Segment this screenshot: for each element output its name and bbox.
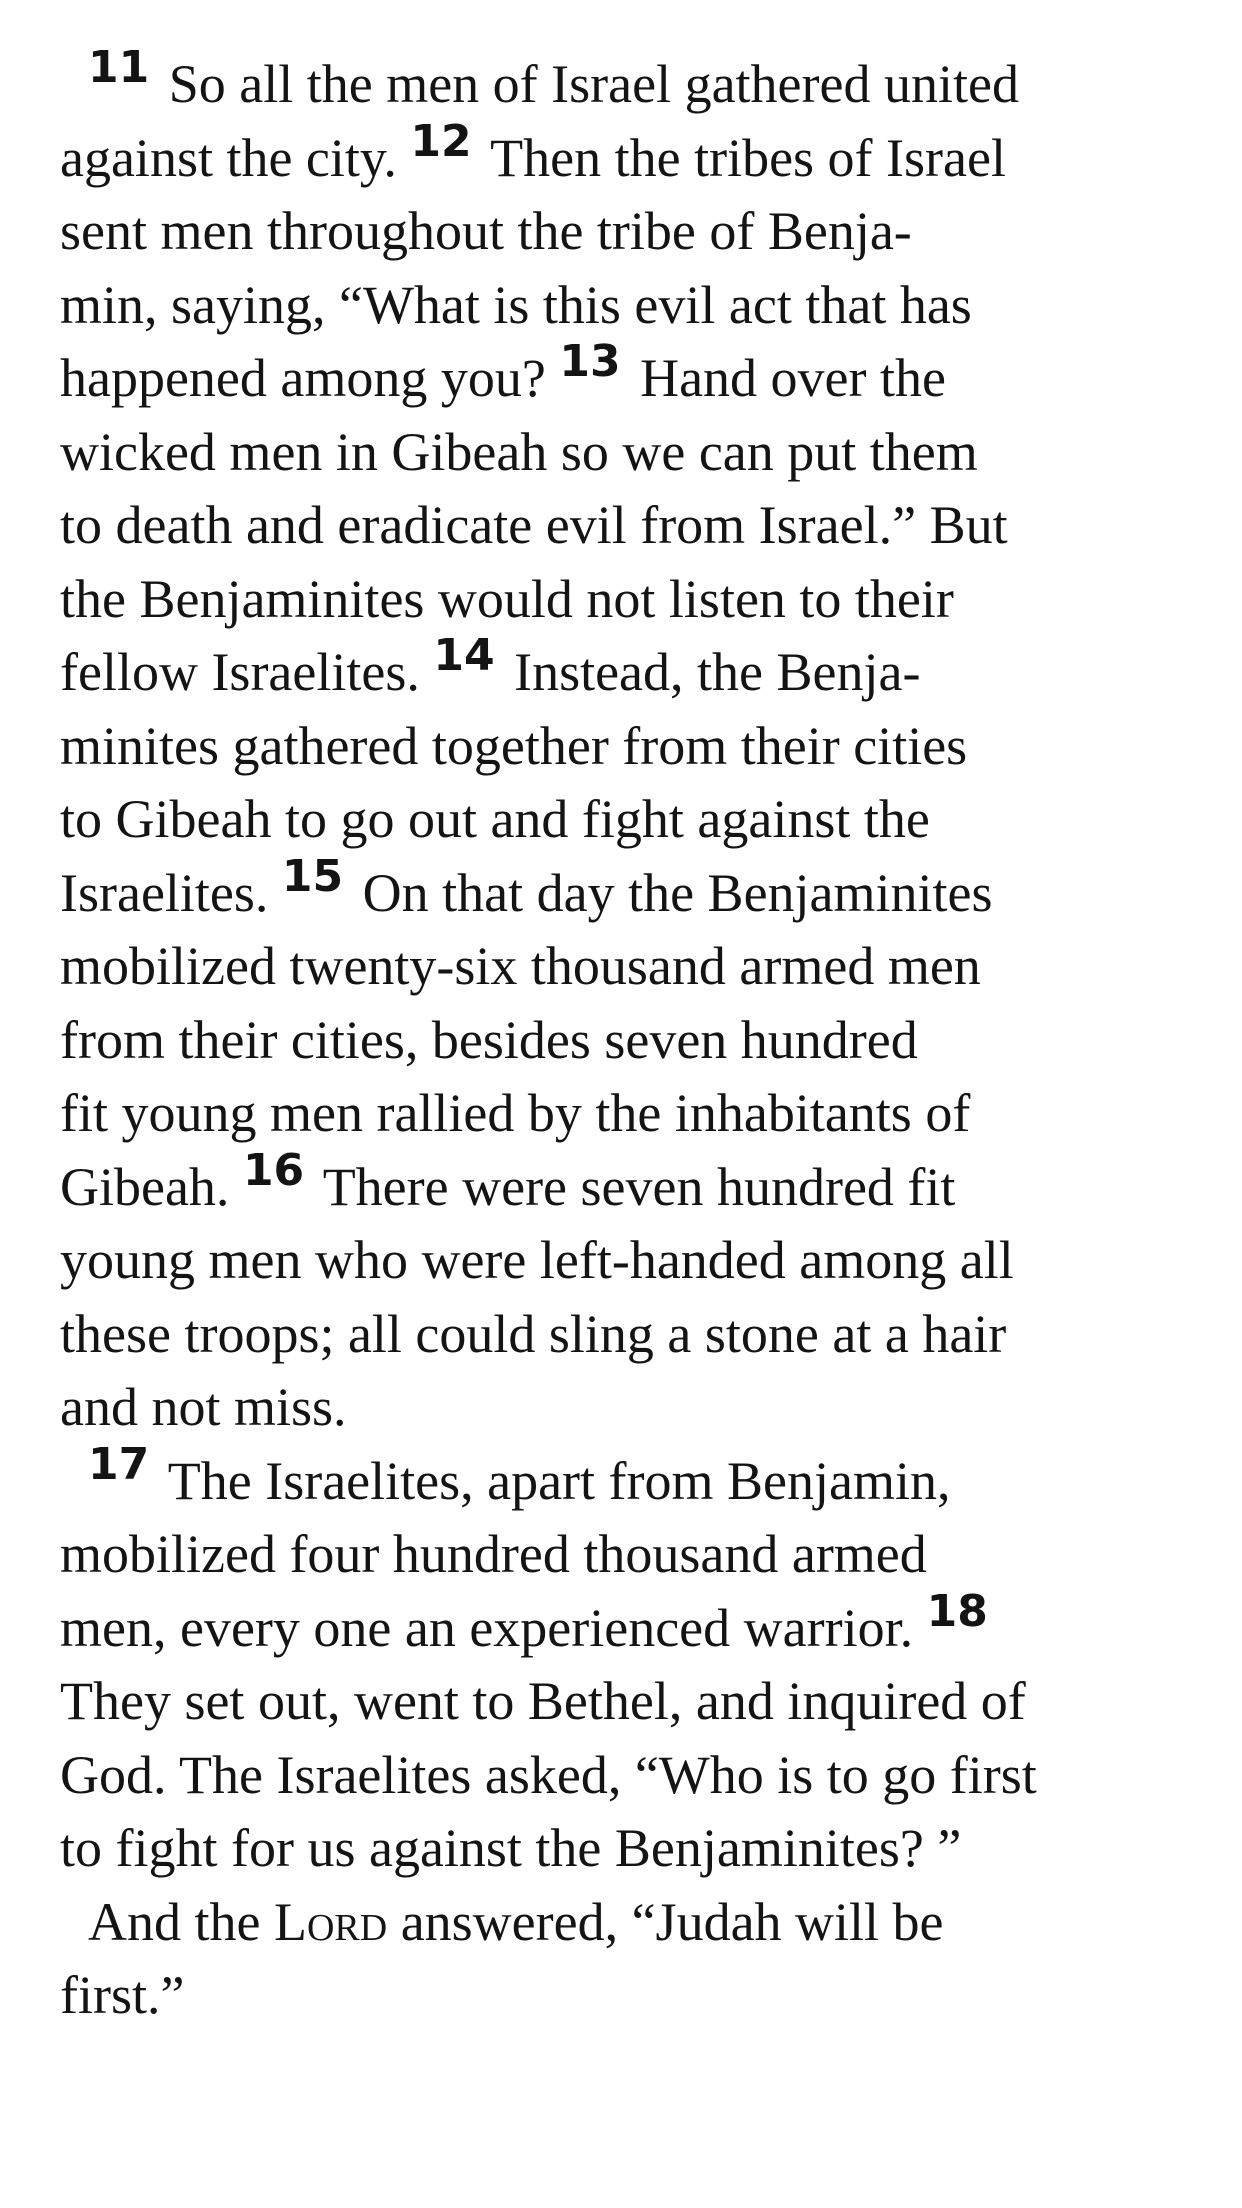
verse-text: these troops; all could sling a stone at a hair <box>60 1303 1007 1364</box>
verse-text: sent men throughout the tribe of Benja- <box>60 201 912 261</box>
verse-text: Then the tribes of Israel <box>477 127 1006 188</box>
verse-text: the Benjaminites would not listen to their <box>60 568 954 629</box>
text-line <box>60 710 1190 784</box>
text-line <box>60 850 1190 931</box>
verse-number: 18 <box>926 1585 988 1637</box>
verse-number: 17 <box>88 1438 150 1490</box>
verse-number: 15 <box>281 850 344 902</box>
text-line <box>60 336 1190 416</box>
text-line <box>60 1144 1190 1225</box>
verse-text: And the <box>88 1891 274 1952</box>
verse-text: men, every one an experienced warrior. <box>60 1597 927 1658</box>
verse-text: They set out, went to Bethel, and inquired of <box>60 1671 1026 1731</box>
text-line <box>60 416 1190 490</box>
verse-text: Hand over the <box>626 348 946 408</box>
text-line <box>60 1224 1190 1298</box>
divine-name-smallcaps: Lord <box>273 1891 388 1952</box>
verse-text: happened among you? <box>60 348 560 408</box>
verse-text: against the city. <box>60 127 411 188</box>
text-line <box>60 1959 1190 2033</box>
verse-text: first.” <box>60 1965 185 2025</box>
verse-text: wicked men in Gibeah so we can put them <box>60 421 978 482</box>
verse-text: fellow Israelites. <box>60 642 434 702</box>
verse-number: 14 <box>433 630 495 681</box>
text-line <box>60 1518 1190 1592</box>
text-line <box>60 1438 1190 1519</box>
text-line <box>60 1077 1190 1151</box>
verse-text: fit young men rallied by the inhabitants of <box>60 1083 971 1143</box>
verse-text: mobilized twenty-six thousand armed men <box>60 936 981 996</box>
verse-text: min, saying, “What is this evil act that has <box>60 274 972 335</box>
verse-text: to Gibeah to go out and fight against the <box>60 789 930 849</box>
verse-text: On that day the Benjaminites <box>349 862 993 923</box>
text-line <box>60 1665 1190 1739</box>
verse-text: mobilized four hundred thousand armed <box>60 1524 927 1584</box>
text-line <box>60 630 1190 710</box>
text-line <box>60 930 1190 1004</box>
text-line <box>60 42 1190 122</box>
verse-text: Israelites. <box>60 862 282 923</box>
text-line <box>60 1298 1190 1372</box>
verse-text: Gibeah. <box>60 1156 243 1217</box>
verse-text: young men who were left-handed among all <box>60 1230 1014 1290</box>
text-line <box>60 1004 1190 1078</box>
verse-number: 13 <box>559 336 621 387</box>
text-line <box>60 1585 1190 1666</box>
text-line <box>60 489 1190 563</box>
text-line <box>60 1739 1190 1813</box>
verse-text: and not miss. <box>60 1377 347 1437</box>
verse-number: 11 <box>88 42 150 93</box>
verse-text: God. The Israelites asked, “Who is to go first <box>60 1744 1037 1805</box>
verse-text: to fight for us against the Benjaminites? ” <box>60 1818 962 1878</box>
scripture-passage <box>60 42 1190 2033</box>
text-line <box>60 563 1190 637</box>
verse-number: 16 <box>242 1144 305 1196</box>
text-line <box>60 783 1190 857</box>
text-line <box>60 1371 1190 1445</box>
verse-text: minites gathered together from their cities <box>60 715 968 776</box>
text-line <box>60 195 1190 269</box>
verse-text: The Israelites, apart from Benjamin, <box>155 1450 951 1511</box>
verse-text: to death and eradicate evil from Israel.” But <box>60 495 1008 555</box>
text-line <box>60 1812 1190 1886</box>
verse-number: 12 <box>410 115 472 167</box>
verse-text: from their cities, besides seven hundred <box>60 1009 918 1070</box>
verse-text: answered, “Judah will be <box>387 1891 944 1952</box>
verse-text: There were seven hundred fit <box>310 1156 956 1217</box>
verse-text: Instead, the Benja- <box>500 642 921 702</box>
text-line <box>60 1886 1190 1960</box>
verse-text: So all the men of Israel gathered united <box>155 54 1019 114</box>
text-line <box>60 269 1190 343</box>
text-line <box>60 115 1190 196</box>
